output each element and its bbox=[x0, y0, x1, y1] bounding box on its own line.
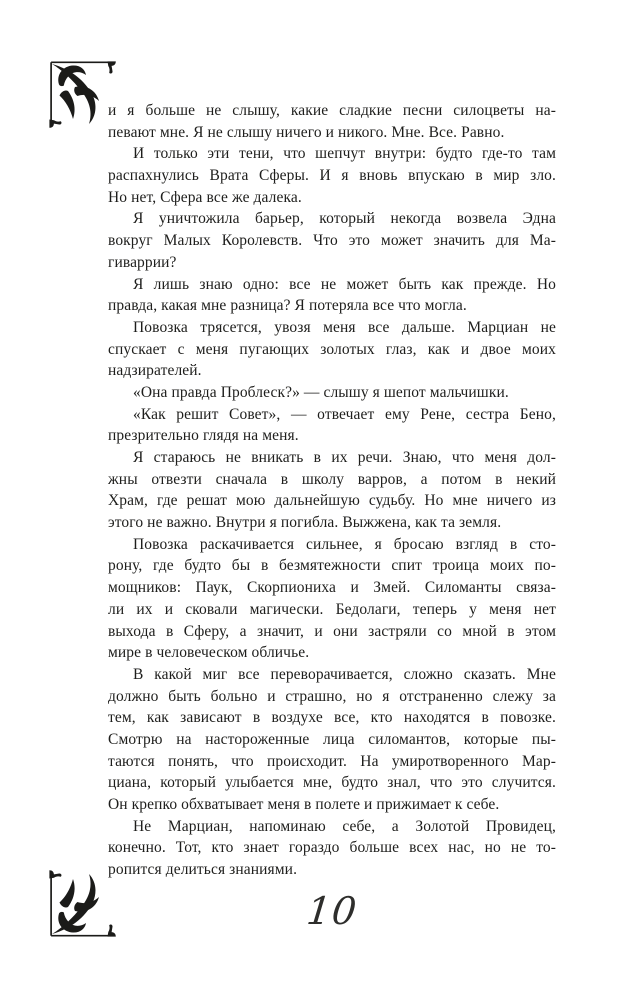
text-line: жны отвезти сначала в школу варров, а потом в некий bbox=[108, 470, 556, 488]
text-line: мире в человеческом обличье. bbox=[108, 644, 310, 662]
text-line: надзирателей. bbox=[108, 362, 202, 380]
text-line: ли их и сковали магически. Бедолаги, теперь у меня нет bbox=[108, 600, 556, 618]
text-line: спускает с меня пугающих золотых глаз, как и двое моих bbox=[108, 340, 556, 358]
text-line: ропится делиться знаниями. bbox=[108, 861, 298, 879]
text-line: гиваррии? bbox=[108, 253, 177, 271]
paragraph bbox=[108, 816, 556, 881]
text-line: распахнулись Врата Сферы. И я вновь впускаю в мир зло. bbox=[108, 167, 556, 185]
text-line: таются понять, что происходит. На умиротворенного Мар- bbox=[108, 752, 556, 770]
paragraph bbox=[108, 208, 556, 273]
page-number: 10 bbox=[304, 889, 360, 933]
text-line: Он крепко обхватывает меня в полете и прижимает к себе. bbox=[108, 796, 500, 813]
text-line: Но нет, Сфера все же далека. bbox=[108, 188, 302, 206]
text-line: мощников: Паук, Скорпиониха и Змей. Силоманты связа- bbox=[108, 579, 556, 597]
text-line: «Она правда Проблеск?» — слышу я шепот мальчишки. bbox=[133, 383, 509, 401]
text-line: должно быть больно и страшно, но я отстраненно слежу за bbox=[108, 687, 556, 705]
text-line: Я стараюсь не вникать в их речи. Знаю, что меня дол- bbox=[133, 449, 556, 466]
paragraph bbox=[108, 274, 556, 317]
paragraph bbox=[108, 143, 556, 208]
text-line: вокруг Малых Королевств. Что это может значить для Ма- bbox=[108, 232, 556, 250]
paragraph bbox=[108, 317, 556, 382]
text-line: правда, какая мне разница? Я потеряла все что могла. bbox=[108, 297, 467, 315]
text-line: конечно. Тот, кто знает гораздо больше всех нас, но не то- bbox=[108, 839, 556, 857]
text-line: Не Марциан, напоминаю себе, а Золотой Провидец, bbox=[133, 817, 556, 835]
text-block bbox=[108, 100, 556, 881]
text-line: Повозка трясется, увозя меня все дальше. Марциан не bbox=[133, 318, 556, 336]
text-line: этого не важно. Внутри я погибла. Выжжена, как та земля. bbox=[108, 514, 502, 532]
paragraph bbox=[108, 382, 556, 404]
text-line: В какой миг все переворачивается, сложно сказать. Мне bbox=[133, 665, 556, 683]
text-line: и я больше не слышу, какие сладкие песни силоцветы на- bbox=[108, 102, 556, 119]
paragraph bbox=[108, 100, 556, 143]
text-line: тем, как зависают в воздухе все, кто находятся в повозке. bbox=[108, 709, 556, 727]
text-line: выхода в Сферу, а значит, и они застряли со мной в этом bbox=[108, 622, 556, 640]
text-line: Храм, где решат мою дальнейшую судьбу. Но мне ничего из bbox=[108, 492, 556, 510]
text-line: И только эти тени, что шепчут внутри: будто где-то там bbox=[133, 145, 556, 163]
text-line: Я лишь знаю одно: все не может быть как прежде. Но bbox=[133, 275, 556, 293]
text-line: певают мне. Я не слышу ничего и никого. Мне. Все. Равно. bbox=[108, 123, 505, 141]
paragraph bbox=[108, 664, 556, 816]
paragraph bbox=[108, 404, 556, 447]
paragraph bbox=[108, 534, 556, 664]
paragraph bbox=[108, 447, 556, 534]
text-line: рону, где будто бы в безмятежности спит троица моих по- bbox=[108, 557, 556, 575]
text-line: Повозка раскачивается сильнее, я бросаю взгляд в сто- bbox=[133, 535, 556, 553]
text-line: Смотрю на настороженные лица силомантов, которые пы- bbox=[108, 730, 556, 748]
text-line: «Как решит Совет», — отвечает ему Рене, сестра Бено, bbox=[133, 405, 556, 423]
text-line: Я уничтожила барьер, который некогда возвела Эдна bbox=[133, 210, 556, 228]
text-line: презрительно глядя на меня. bbox=[108, 427, 299, 445]
text-line: циана, который улыбается мне, будто знал, что это случится. bbox=[108, 774, 556, 792]
